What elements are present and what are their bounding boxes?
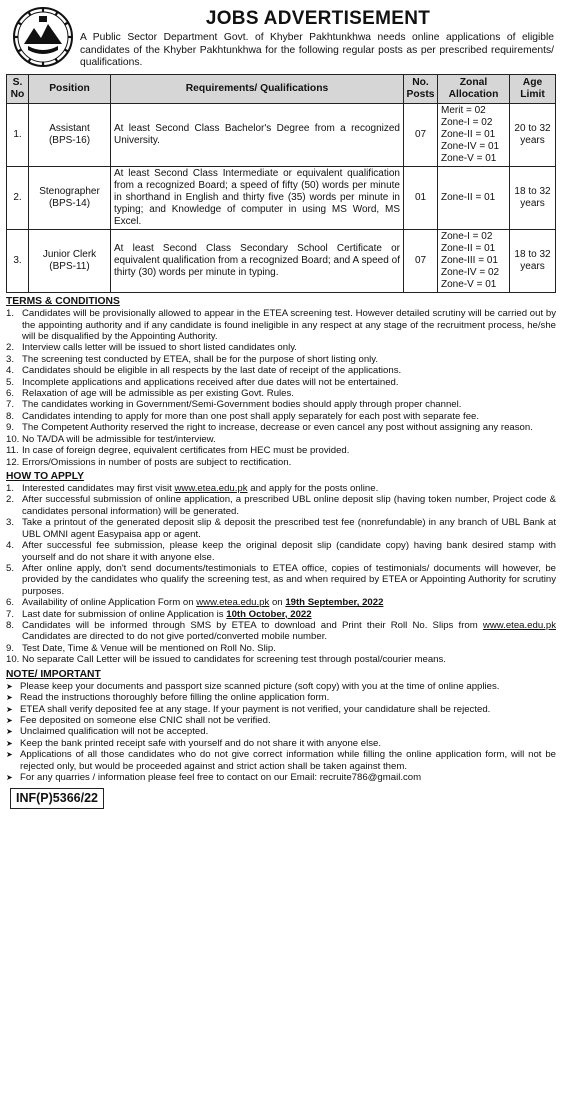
position-scale: (BPS-14) [48,198,91,210]
list-item [6,342,556,353]
item-text: Test Date, Time & Venue will be mentioned on Roll No. Slip. [22,642,276,654]
item-text: Please keep your documents and passport size scanned picture (soft copy) with you at the time of online applies. [20,680,500,692]
etea-website-link[interactable]: www.etea.edu.pk [196,597,270,609]
notes-list [6,681,556,784]
terms-heading: TERMS & CONDITIONS [6,296,120,308]
zone-item: Zone-III = 01 [441,255,498,267]
row-age: 18 to 32 years [510,230,556,293]
row-requirements: At least Second Class Secondary School Certificate or equivalent qualification from a recognized Board; and A speed of thirty (30) words per minute in typing. [111,230,404,293]
list-item: 4. After successful fee submission, please keep the original deposit slip (candidate copy) having bank desired stamp with yourself and do not share it with anyone else. [6,540,556,563]
list-item: 2. After successful submission of online application, a prescribed UBL online deposit slip (having token number, Project code & candidates personal information) will be generated. [6,494,556,517]
item-text: After successful fee submission, please keep the original deposit slip (candidate copy) having bank desired stamp with yourself and do not share it with anyone else. [22,540,556,563]
intro-paragraph: A Public Sector Department Govt. of Khyber Pakhtunkhwa needs online applications of eligible candidates of the Khyber Pakhtunkhwa for the following regular posts as per prescribed requirements/ qualifications. [80,32,554,69]
list-item [6,726,556,737]
list-item: 6. Availability of online Application Form on www.etea.edu.pk on 19th September, 2022 [6,597,384,609]
position-name: Stenographer [39,186,100,198]
zone-item: Zone-IV = 02 [441,267,500,279]
row-sno: 3. [7,230,29,293]
arrow-right-icon: ➤ [6,704,13,714]
table-row [7,104,556,167]
row-position [29,167,111,230]
row-sno: 2. [7,167,29,230]
item-text: For any quarries / information please feel free to contact on our Email: recruite786@gmail.com [20,771,422,783]
arrow-right-icon: ➤ [6,715,13,725]
zone-item: Zone-I = 02 [441,231,493,243]
row-zonal [438,104,510,167]
item-text: No separate Call Letter will be issued to candidates for screening test through postal/courier means. [22,654,446,666]
list-item [6,457,556,468]
notes-heading: NOTE/ IMPORTANT [6,668,101,680]
item-number: 10. [6,433,20,445]
header-age: Age Limit [510,75,556,104]
list-item: 9. Test Date, Time & Venue will be mentioned on Roll No. Slip. [6,643,556,654]
row-zonal [438,167,510,230]
item-text: In case of foreign degree, equivalent certificates from HEC must be provided. [22,445,350,457]
zone-item: Zone-V = 01 [441,153,497,165]
item-text: No TA/DA will be admissible for test/interview. [22,433,216,445]
list-item [6,715,556,726]
item-text: Keep the bank printed receipt safe with yourself and do not share it with anyone else. [20,737,382,749]
row-age: 20 to 32 years [510,104,556,167]
table-row [7,230,556,293]
kp-government-seal-logo [12,6,74,68]
row-zonal [438,230,510,293]
item-text: The candidates working in Government/Semi-Government bodies should apply through proper channel. [22,399,462,411]
item-text: Applications of all those candidates who do not give correct information while filling the online application form, will not be rejected only, but would be proceeded against and strict action shall be taken against them. [20,749,556,772]
zone-item: Zone-I = 02 [441,117,493,129]
row-position [29,230,111,293]
list-item [6,434,556,445]
item-number: 12. [6,456,20,468]
item-number: 9. [6,422,15,434]
row-requirements: At least Second Class Intermediate or equivalent qualification from a recognized Board; a speed of fifty (50) words per minute in shorthand in English and thirty five (35) words per minute in typing; and Knowledge of computer in using MS Word, MS Excel. [111,167,404,230]
item-number: 8. [6,410,15,422]
item-number: 2. [6,342,15,354]
row-requirements: At least Second Class Bachelor's Degree from a recognized University. [111,104,404,167]
item-text: Fee deposited on someone else CNIC shall not be verified. [20,714,271,726]
header-zonal: Zonal Allocation [438,75,510,104]
header-posts: No. Posts [404,75,438,104]
item-text: Incomplete applications and applications received after due dates will not be entertained. [22,376,399,388]
list-item [6,411,556,422]
advertisement-code: INF(P)5366/22 [10,788,104,809]
position-scale: (BPS-11) [49,261,90,273]
list-item [6,738,556,749]
item-text: Take a printout of the generated deposit slip & deposit the prescribed test fee (nonrefundable) in any branch of UBL Bank at UBL OMNI agent Easypaisa app or agent. [22,517,556,540]
item-text: Candidates should be eligible in all respects by the last date of receipt of the applications. [22,365,402,377]
list-item [6,445,556,456]
header-text [80,6,556,69]
list-item [6,308,556,342]
header-sno: S. No [7,75,29,104]
list-item [6,365,556,376]
item-text: Errors/Omissions in number of posts are subject to rectification. [22,456,292,468]
list-item: 8. Candidates will be informed through SMS by ETEA to download and Print their Roll No. Slips from www.etea.edu.pk Candidates are directed to do not give ported/converted mobile number. [6,619,556,643]
list-item [6,749,556,772]
availability-date: 19th September, 2022 [285,597,384,609]
arrow-right-icon: ➤ [6,727,13,737]
zone-item: Zone-V = 01 [441,279,497,291]
item-text: After online apply, don't send documents/testimonials to ETEA office, copies of testimonials/ documents will however, be provided by the candidates who qualify the screening test, as and when required by ETEA or Appointing Authority for scrutiny purposes. [22,562,556,597]
how-to-apply-heading: HOW TO APPLY [6,470,85,482]
item-text: Candidates intending to apply for more than one post shall apply separately for each post with separate fee. [22,410,480,422]
list-item: 1. Interested candidates may first visit www.etea.edu.pk and apply for the posts online. [6,483,379,495]
position-scale: (BPS-16) [48,135,91,147]
arrow-right-icon: ➤ [6,738,13,748]
item-text: Interview calls letter will be issued to short listed candidates only. [22,342,297,354]
positions-table [6,74,556,293]
row-age: 18 to 32 years [510,167,556,230]
list-item [6,388,556,399]
item-number: 6. [6,388,15,400]
last-date: 10th October, 2022 [226,608,312,620]
header-position: Position [29,75,111,104]
zone-item: Zone-II = 01 [441,129,496,141]
zone-item: Zone-II = 01 [441,243,496,255]
zone-item: Merit = 02 [441,105,486,117]
list-item [6,772,556,783]
item-text: After successful submission of online application, a prescribed UBL online deposit slip (having token number, Project code & candidates personal information) will be generated. [22,494,556,517]
position-name: Junior Clerk [42,249,97,261]
item-text: The Competent Authority reserved the right to increase, decrease or even cancel any post without assigning any reason. [22,422,533,434]
list-item [6,681,556,692]
item-number: 7. [6,399,15,411]
arrow-right-icon: ➤ [6,693,13,703]
table-header-row [7,75,556,104]
list-item [6,692,556,703]
zone-item: Zone-IV = 01 [441,141,500,153]
list-item [6,377,556,388]
how-to-apply-list [6,483,556,666]
arrow-right-icon: ➤ [6,772,13,782]
item-number: 4. [6,365,15,377]
table-row [7,167,556,230]
row-sno: 1. [7,104,29,167]
list-item: 7. Last date for submission of online Application is 10th October, 2022 [6,608,312,620]
page-title: JOBS ADVERTISEMENT [205,8,431,29]
list-item [6,422,556,433]
item-text: Read the instructions thoroughly before filling the online application form. [20,692,330,704]
list-item: 10. No separate Call Letter will be issued to candidates for screening test through postal/courier means. [6,654,556,665]
header [6,6,556,69]
row-posts: 07 [404,230,438,293]
header-requirements: Requirements/ Qualifications [111,75,404,104]
item-number: 1. [6,308,15,320]
list-item: 5. After online apply, don't send documents/testimonials to ETEA office, copies of testimonials/ documents will however, be provided by the candidates who qualify the screening test, as and when required by ETEA or Appointing Authority for scrutiny purposes. [6,562,556,597]
zone-item: Zone-II = 01 [441,192,496,204]
row-position [29,104,111,167]
item-number: 5. [6,376,15,388]
item-text: The screening test conducted by ETEA, shall be for the purpose of short listing only. [22,353,379,365]
item-text: Candidates will be provisionally allowed to appear in the ETEA screening test. However detailed scrutiny will be carried out by the appointing authority and if any candidate is found ineligible in any respect at any stage of the recruitment process, he/she will be disqualified by the Appointing Authority. [22,308,556,343]
item-number: 11. [6,445,19,457]
list-item [6,399,556,410]
etea-website-link[interactable]: www.etea.edu.pk [482,619,556,631]
item-number: 3. [6,353,15,365]
row-posts: 07 [404,104,438,167]
list-item: 3. Take a printout of the generated deposit slip & deposit the prescribed test fee (nonrefundable) in any branch of UBL Bank at UBL OMNI agent Easypaisa app or agent. [6,517,556,540]
item-text: Unclaimed qualification will not be accepted. [20,726,209,738]
terms-list [6,308,556,468]
list-item [6,704,556,715]
item-text: Relaxation of age will be admissible as per existing Govt. Rules. [22,388,294,400]
row-posts: 01 [404,167,438,230]
position-name: Assistant [49,123,90,135]
arrow-right-icon: ➤ [6,681,13,691]
list-item [6,354,556,365]
item-text: ETEA shall verify deposited fee at any stage. If your payment is not verified, your candidature shall be rejected. [20,703,491,715]
etea-website-link[interactable]: www.etea.edu.pk [174,483,248,495]
arrow-right-icon: ➤ [6,750,13,760]
